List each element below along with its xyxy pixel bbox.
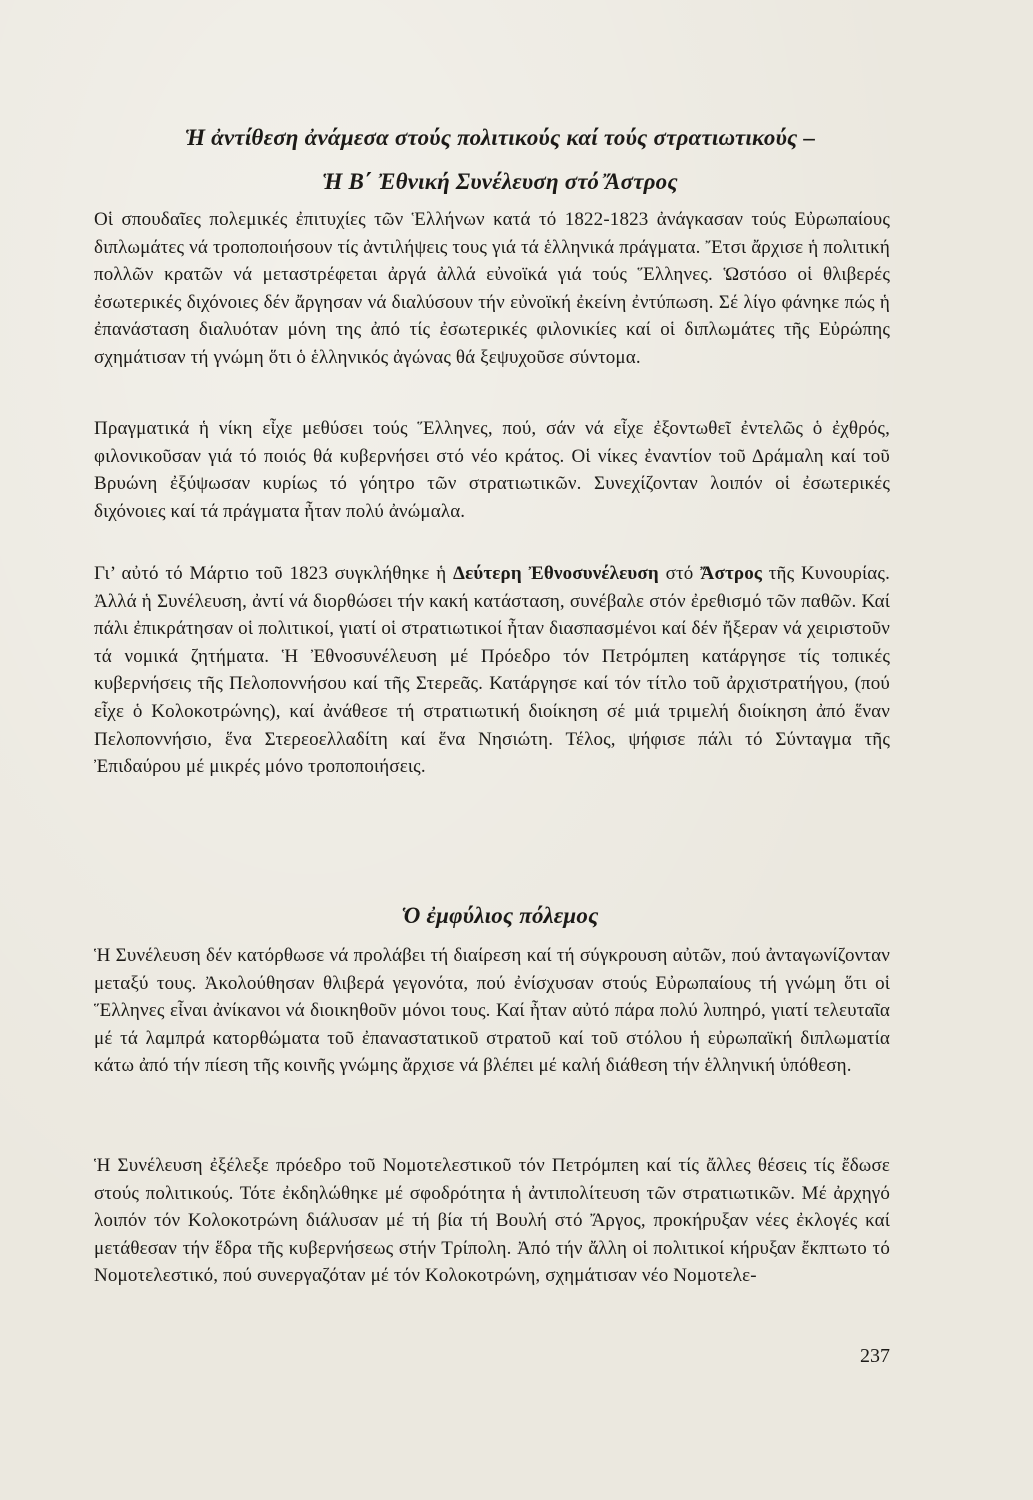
- paragraph-2: Πραγματικά ἡ νίκη εἶχε μεθύσει τούς Ἕλληνες, πού, σάν νά εἶχε ἐξοντωθεῖ ἐντελῶς ὁ ἐχθρός, φιλονικοῦσαν γιά τό ποιός θά κυβερνήσει στό νέο κράτος. Οἱ νίκες ἐναντίον τοῦ Δράμαλη καί τοῦ Βρυώνη ἐξύψωσαν κυρίως τό γόητρο τῶν στρατιωτικῶν. Συνεχίζονταν λοιπόν οἱ ἐσωτερικές διχόνοιες καί τά πράγματα ἦταν πολύ ἀνώμαλα.: [94, 418, 890, 522]
- bold-term-astros: Ἄστρος: [700, 563, 763, 584]
- chapter-heading-line-2: Ἡ Β΄ Ἐθνική Συνέλευση στό Ἄστρος: [322, 169, 678, 194]
- paragraph-3: [94, 560, 890, 781]
- paragraph-5: Ἡ Συνέλευση ἐξέλεξε πρόεδρο τοῦ Νομοτελεστικοῦ τόν Πετρόμπεη καί τίς ἄλλες θέσεις τίς ἔδωσε στούς πολιτικούς. Τότε ἐκδηλώθηκε μέ σφοδρότητα ἡ ἀντιπολίτευση τῶν στρατιωτικῶν. Μέ ἀρχηγό λοιπόν τόν Κολοκοτρώνη διάλυσαν μέ τή βία τή Βουλή στό Ἄργος, προκήρυξαν νέες ἐκλογές καί μετάθεσαν τήν ἕδρα τῆς κυβερνήσεως στήν Τρίπολη. Ἀπό τήν ἄλλη οἱ πολιτικοί κήρυξαν ἔκπτωτο τό Νομοτελεστικό, πού συνεργαζόταν μέ τόν Κολοκοτρώνη, σχημάτισαν νέο Νομοτελε-: [94, 1155, 890, 1287]
- paragraph-4: Ἡ Συνέλευση δέν κατόρθωσε νά προλάβει τή διαίρεση καί τή σύγκρουση αὐτῶν, πού ἀνταγωνίζονταν μεταξύ τους. Ἀκολούθησαν θλιβερά γεγονότα, πού ἐνίσχυσαν στούς Εὐρωπαίους τή γνώμη ὅτι οἱ Ἕλληνες εἶναι ἀνίκανοι νά διοικηθοῦν μόνοι τους. Καί ἦταν αὐτό πάρα πολύ λυπηρό, γιατί τελευταῖα μέ τά λαμπρά κατορθώματα τοῦ ἐπαναστατικοῦ στρατοῦ καί τοῦ στόλου ἡ εὐρωπαϊκή διπλωματία κάτω ἀπό τήν πίεση τῆς κοινῆς γνώμης ἄρχισε νά βλέπει μέ καλή διάθεση τήν ἑλληνική ὑπόθεση.: [94, 945, 890, 1077]
- paragraph-1: Οἱ σπουδαῖες πολεμικές ἐπιτυχίες τῶν Ἑλλήνων κατά τό 1822-1823 ἀνάγκασαν τούς Εὐρωπαίους διπλωμάτες νά τροποποιήσουν τίς ἀντιλήψεις τους γιά τά ἑλληνικά πράγματα. Ἔτσι ἄρχισε ἡ πολιτική πολλῶν κρατῶν νά μεταστρέφεται ἀργά ἀλλά εὐνοϊκά γιά τούς Ἕλληνες. Ὡστόσο οἱ θλιβερές ἐσωτερικές διχόνοιες δέν ἄργησαν νά διαλύσουν τήν εὐνοϊκή ἐκείνη ἐντύπωση. Σέ λίγο φάνηκε πώς ἡ ἐπανάσταση διαλυόταν μόνη της ἀπό τίς ἐσωτερικές φιλονικίες καί οἱ διπλωμάτες τῆς Εὐρώπης σχημάτισαν τή γνώμη ὅτι ὁ ἑλληνικός ἀγώνας θά ξεψυχοῦσε σύντομα.: [94, 209, 890, 368]
- page-number: 237: [860, 1345, 890, 1367]
- paragraph-3-start: Γι’ αὐτό τό Μάρτιο τοῦ 1823 συγκλήθηκε ἡ: [94, 563, 454, 584]
- bold-term-second-assembly: Δεύτερη Ἐθνοσυνέλευση: [453, 563, 659, 584]
- paragraph-3-end: τῆς Κυνουρίας. Ἀλλά ἡ Συνέλευση, ἀντί νά διορθώσει τήν κακή κατάσταση, συνέβαλε στόν ἐρεθισμό τῶν παθῶν. Καί πάλι ἐπικράτησαν οἱ πολιτικοί, γιατί οἱ στρατιωτικοί ἦταν διασπασμένοι καί δέν ἤξεραν νά χειριστοῦν τά νομικά ζητήματα. Ἡ Ἐθνοσυνέλευση μέ Πρόεδρο τόν Πετρόμπεη κατάργησε τίς τοπικές κυβερνήσεις τῆς Πελοποννήσου καί τῆς Στερεᾶς. Κατάργησε καί τόν τίτλο τοῦ ἀρχιστρατήγου, (πού εἶχε ὁ Κολοκοτρώνης), καί ἀνάθεσε τή στρατιωτική διοίκηση σέ μιά τριμελή διοίκηση ἀπό ἕναν Πελοποννήσιο, ἕνα Στερεοελλαδίτη καί ἕνα Νησιώτη. Τέλος, ψήφισε πάλι τό Σύνταγμα τῆς Ἐπιδαύρου μέ μικρές μόνο τροποποιήσεις.: [94, 563, 890, 778]
- chapter-heading-line-1: Ἡ ἀντίθεση ἀνάμεσα στούς πολιτικούς καί τούς στρατιωτικούς –: [184, 125, 816, 150]
- paragraph-3-mid: στό: [658, 563, 701, 584]
- section-heading-civil-war: Ὁ ἐμφύλιος πόλεμος: [401, 903, 599, 928]
